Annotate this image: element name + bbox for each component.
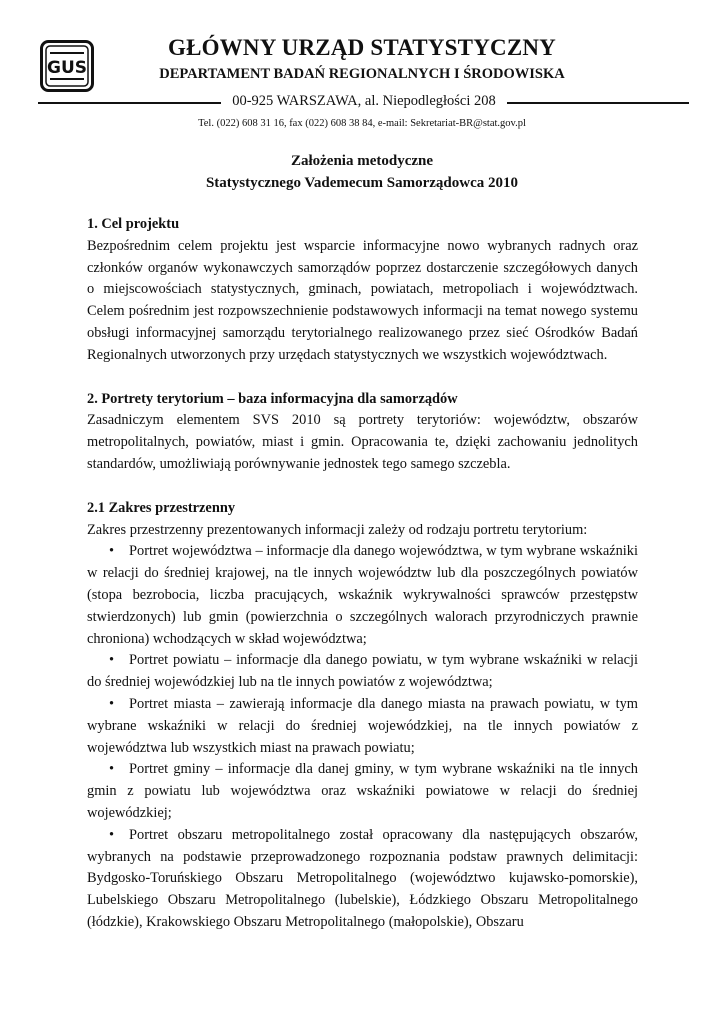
list-item <box>87 759 638 824</box>
list-item-text: Portret miasta – zawierają informacje dla danego miasta na prawach powiatu, w tym wybrane wskaźniki w relacji do średniej wojewódzkiej, na tle innych powiatów z województwa lub wszystkich miast na prawach powiatu; <box>87 695 638 756</box>
section-2-body: Zasadniczym elementem SVS 2010 są portrety terytoriów: województw, obszarów metropolitalnych, powiatów, miast i gmin. Opracowania te, dzięki zachowaniu jednolitych standardów, umożliwiają porównywanie jednostek tego samego szczebla. <box>87 412 638 472</box>
organization-name: GŁÓWNY URZĄD STATYSTYCZNY <box>168 35 556 60</box>
section-1-heading: 1. Cel projektu <box>87 216 180 232</box>
list-item <box>87 541 638 650</box>
bullet: • <box>109 652 115 669</box>
contact-info: Tel. (022) 608 31 16, fax (022) 608 38 84, e-mail: Sekretariat-BR@stat.gov.pl <box>198 118 526 129</box>
bullet: • <box>109 826 115 843</box>
spacer <box>87 476 638 498</box>
svg-text:GUS: GUS <box>46 58 88 78</box>
list-item-text: Portret obszaru metropolitalnego został opracowany dla następujących obszarów, wybranych na podstawie przeprowadzonego rozpoznania podstaw prawnych delimitacji: Bydgosko-Toruńskiego Obszaru Metropolitalnego (województwo kujawsko-pomorskie), Lubelskiego Obszaru Metropolitalnego (lubelskie), Łódzkiego Obszaru Metropolitalnego (łódzkie), Krakowskiego Obszaru Metropolitalnego (małopolskie), Obszaru <box>87 826 638 930</box>
spacer <box>87 367 638 389</box>
section-2-1-heading: 2.1 Zakres przestrzenny <box>87 499 236 516</box>
title-line-1: Założenia metodyczne <box>290 153 434 169</box>
bullet: • <box>109 695 115 712</box>
title-line-2: Statystycznego Vademecum Samorządowca 2010 <box>205 175 519 191</box>
bullet: • <box>109 543 115 560</box>
section-1-body: Bezpośrednim celem projektu jest wsparcie informacyjne nowo wybranych radnych oraz członków organów wykonawczych samorządów poprzez dostarczenie szczegółowych danych o miejscowościach statystycznych, gminach, powiatach, metropoliach i województwach. Celem pośrednim jest rozpowszechnienie podstawowych informacji na temat nowego systemu obsługi informacyjnej samorządu terytorialnego realizowanego przez sieć Ośrodków Badań Regionalnych utworzonych przy urzędach statystycznych we wszystkich województwach. <box>87 237 638 363</box>
list-item <box>87 650 638 694</box>
header-rule-right <box>507 102 689 104</box>
list-item <box>87 694 638 759</box>
header-rule-left <box>38 102 221 104</box>
address: 00-925 WARSZAWA, al. Niepodległości 208 <box>232 93 496 109</box>
section-2-heading: 2. Portrety terytorium – baza informacyjna dla samorządów <box>87 390 458 407</box>
list-item-text: Portret gminy – informacje dla danej gminy, w tym wybrane wskaźniki na tle innych gmin z powiatu lub województwa oraz wskaźniki powiatowe w relacji do średniej wojewódzkiej; <box>87 761 638 821</box>
department-name: DEPARTAMENT BADAŃ REGIONALNYCH I ŚRODOWISKA <box>159 66 565 82</box>
document-title <box>60 150 664 194</box>
document-body <box>87 214 638 934</box>
bullet: • <box>109 761 115 778</box>
list-item-text: Portret województwa – informacje dla danego województwa, w tym wybrane wskaźniki w relacji do średniej krajowej, na tle innych województw lub dla poszczególnych powiatów (stopa bezrobocia, liczba pracujących, wskaźnik wykrywalności sprawców przestępstw stwierdzonych) lub gmin (powierzchnia o szczególnych walorach przyrodniczych prawnie chroniona) wchodzących w skład województwa; <box>87 543 638 647</box>
section-2-1-intro: Zakres przestrzenny prezentowanych informacji zależy od rodzaju portretu terytorium: <box>87 521 588 538</box>
list-item <box>87 825 638 934</box>
gus-logo <box>40 40 94 92</box>
portrait-list <box>87 541 638 933</box>
list-item-text: Portret powiatu – informacje dla danego powiatu, w tym wybrane wskaźniki w relacji do średniej wojewódzkiej lub na tle innych powiatów z województwa; <box>87 652 638 691</box>
